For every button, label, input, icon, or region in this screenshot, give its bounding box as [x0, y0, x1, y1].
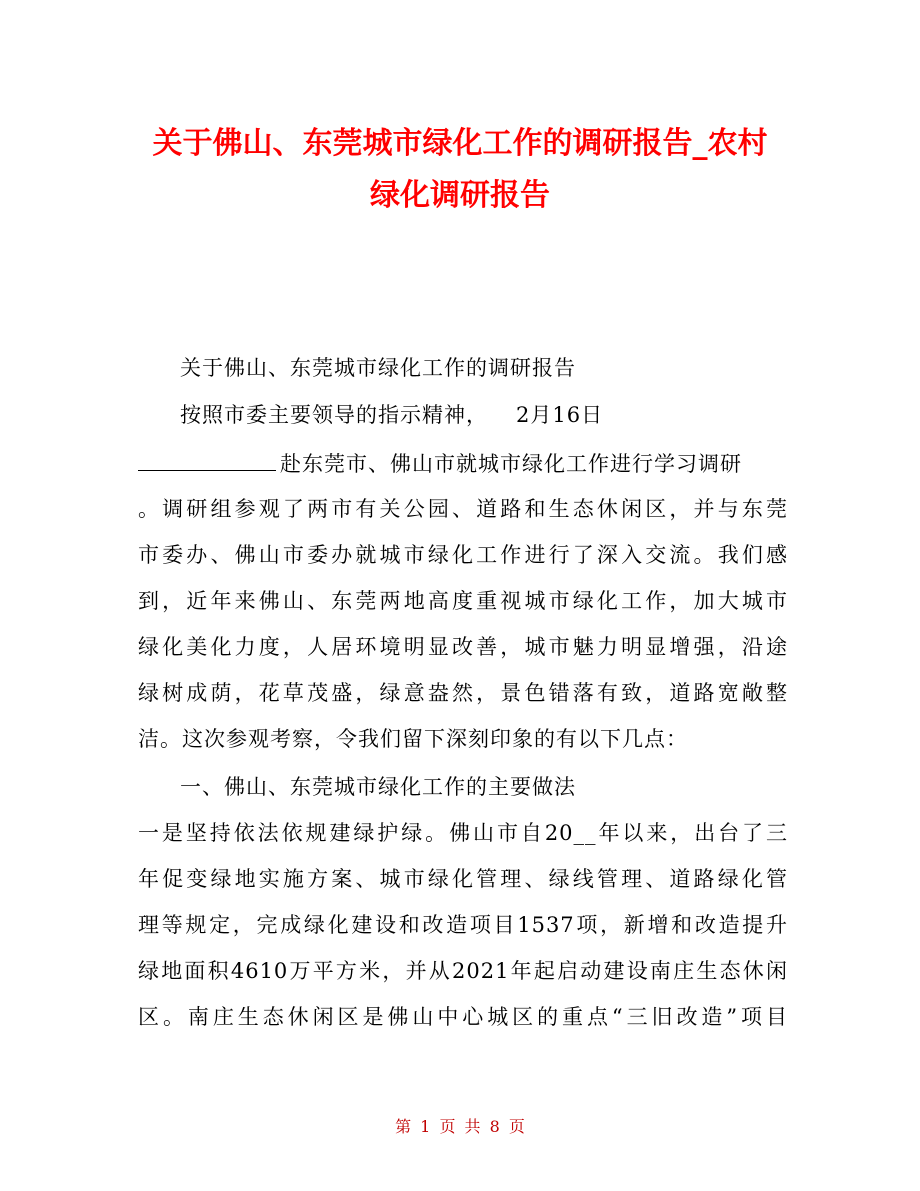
- paragraph-2-line: 绿地面积4610万平方米，并从2021年起启动建设南庄生态休闲: [138, 959, 788, 983]
- blank-underline: [138, 448, 276, 471]
- paragraph-1-line-1: [138, 448, 788, 479]
- paragraph-2-line: 理等规定，完成绿化建设和改造项目1537项，新增和改造提升: [138, 913, 788, 937]
- paragraph-1-line: 市委办、佛山市委办就城市绿化工作进行了深入交流。我们感: [138, 543, 788, 567]
- section-heading: 一、佛山、东莞城市绿化工作的主要做法: [180, 775, 576, 799]
- paragraph-1-line-1-text: 赴东莞市、佛山市就城市绿化工作进行学习调研: [280, 452, 742, 476]
- paragraph-1-line: 绿化美化力度，人居环境明显改善，城市魅力明显增强，沿途: [138, 635, 788, 659]
- document-title-line-2: 绿化调研报告: [370, 178, 550, 213]
- page-number-footer: 第 1 页 共 8 页: [395, 1117, 525, 1136]
- paragraph-2-line: 年促变绿地实施方案、城市绿化管理、绿线管理、道路绿化管: [138, 867, 788, 891]
- intro-line: [180, 400, 830, 430]
- paragraph-2-line: 区。南庄生态休闲区是佛山中心城区的重点“三旧改造”项目: [138, 1005, 788, 1029]
- paragraph-1-line: 。调研组参观了两市有关公园、道路和生态休闲区，并与东莞: [138, 497, 788, 521]
- paragraph-1-line: 到，近年来佛山、东莞两地高度重视城市绿化工作，加大城市: [138, 589, 788, 613]
- document-title-line-1: 关于佛山、东莞城市绿化工作的调研报告_农村: [152, 126, 768, 161]
- document-subtitle: 关于佛山、东莞城市绿化工作的调研报告: [180, 356, 576, 380]
- paragraph-2-line: 一是坚持依法依规建绿护绿。佛山市自20__年以来，出台了三: [138, 821, 788, 845]
- paragraph-1-line: 洁。这次参观考察，令我们留下深刻印象的有以下几点：: [138, 727, 688, 751]
- intro-prefix: 按照市委主要领导的指示精神，: [180, 403, 488, 427]
- intro-date: 2月16日: [516, 403, 604, 427]
- paragraph-1-line: 绿树成荫，花草茂盛，绿意盎然，景色错落有致，道路宽敞整: [138, 681, 788, 705]
